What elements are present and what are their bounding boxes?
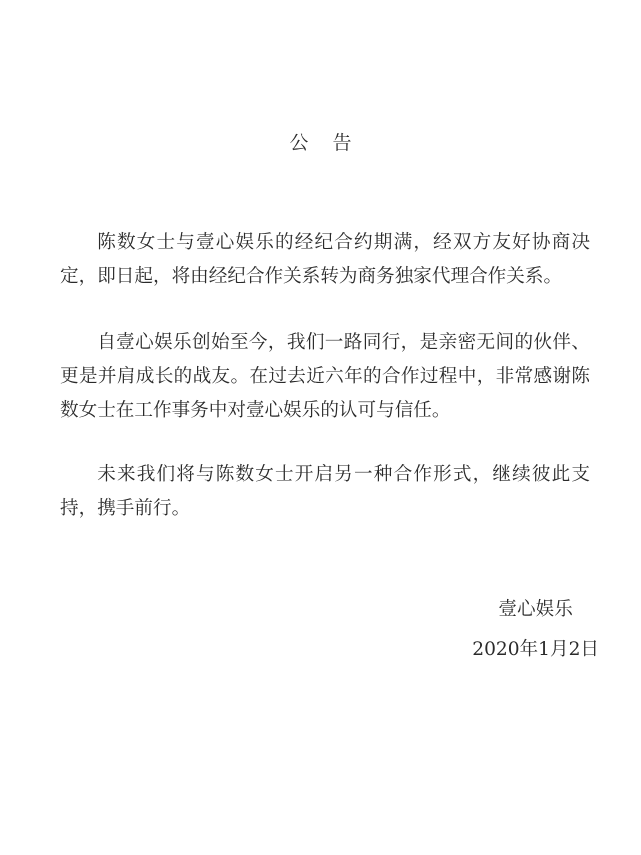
notice-title: 公告 xyxy=(289,132,376,154)
signature-block xyxy=(472,590,599,670)
notice-paragraph-2: 自壹心娱乐创始至今，我们一路同行，是亲密无间的伙伴、更是并肩成长的战友。在过去近六年的合作过程中，非常感谢陈数女士在工作事务中对壹心娱乐的认可与信任。 xyxy=(60,332,590,421)
notice-paragraph-3: 未来我们将与陈数女士开启另一种合作形式，继续彼此支持，携手前行。 xyxy=(60,464,590,519)
notice-paragraph-1: 陈数女士与壹心娱乐的经纪合约期满，经双方友好协商决定，即日起，将由经纪合作关系转为商务独家代理合作关系。 xyxy=(60,232,590,287)
signature-date: 2020年1月2日 xyxy=(472,639,599,660)
signature-name: 壹心娱乐 xyxy=(498,599,573,620)
